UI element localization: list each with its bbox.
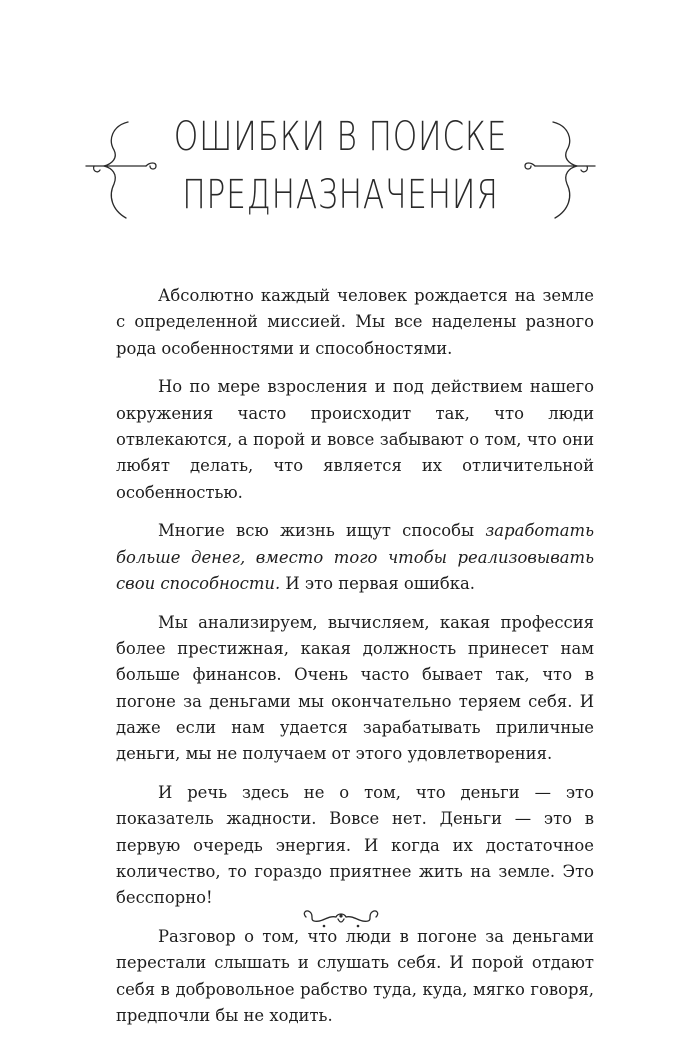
paragraph-3-emphasis: заработать больше денег, вместо того чтобы реализовывать свои способности.: [116, 521, 594, 593]
paragraph-1: Абсолютно каждый человек рождается на земле с определенной миссией. Мы все наделены разного рода особенностями и способностями.: [116, 286, 594, 358]
chapter-title-block: [0, 108, 681, 238]
paragraph-6: Разговор о том, что люди в погоне за деньгами перестали слышать и слушать себя. И порой отдают себя в добровольное рабство туда, куда, мягко говоря, предпочли бы не ходить.: [116, 927, 594, 1025]
flourish-divider-icon: [300, 905, 382, 931]
chapter-title-line-1: ОШИБКИ В ПОИСКЕ: [173, 114, 508, 160]
paragraph-3-lead: Многие всю жизнь ищут способы: [158, 521, 486, 541]
paragraph-5: И речь здесь не о том, что деньги — это показатель жадности. Вовсе нет. Деньги — это в первую очередь энергия. И когда их достаточное количество, то гораздо приятнее жить на земле. Это бесспорно!: [116, 783, 594, 908]
paragraph-3-tail: И это первая ошибка.: [280, 573, 476, 593]
chapter-title-line-2: ПРЕДНАЗНАЧЕНИЯ: [182, 172, 499, 218]
paragraph-2: Но по мере взросления и под действием нашего окружения часто происходит так, что люди отвлекаются, а порой и вовсе забывают о том, что они любят делать, что является их отличительной особенностью.: [116, 377, 594, 502]
paragraph-4: Мы анализируем, вычисляем, какая профессия более престижная, какая должность принесет нам больше финансов. Очень часто бывает так, что в погоне за деньгами мы окончательно теряем себя. И даже если нам удается зарабатывать приличные деньги, мы не получаем от этого удовлетворения.: [116, 612, 594, 764]
paragraph-3: [116, 518, 594, 597]
